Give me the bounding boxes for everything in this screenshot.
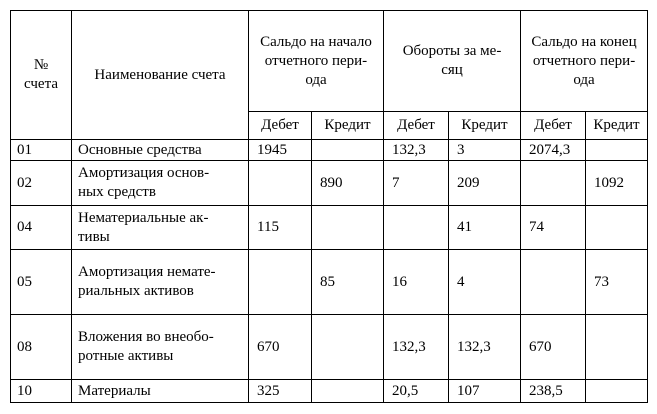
cell-close-debit	[521, 161, 586, 206]
header-open-debit: Дебет	[249, 112, 312, 140]
cell-open-debit	[249, 161, 312, 206]
header-account-no: № счета	[11, 11, 72, 140]
cell-close-debit: 238,5	[521, 380, 586, 403]
cell-account-no: 01	[11, 140, 72, 161]
header-account-name: Наименование счета	[72, 11, 249, 140]
cell-account-name: Амортизация основ- ных средств	[72, 161, 249, 206]
cell-open-debit: 1945	[249, 140, 312, 161]
cell-turn-credit: 209	[449, 161, 521, 206]
cell-close-credit	[586, 206, 648, 250]
cell-account-no: 10	[11, 380, 72, 403]
cell-close-debit: 2074,3	[521, 140, 586, 161]
cell-turn-credit: 4	[449, 250, 521, 315]
table-row	[11, 140, 648, 161]
cell-turn-credit: 107	[449, 380, 521, 403]
balance-table	[10, 10, 648, 403]
table-row	[11, 161, 648, 206]
cell-turn-debit: 132,3	[384, 140, 449, 161]
cell-open-debit	[249, 250, 312, 315]
header-close-credit: Кредит	[586, 112, 648, 140]
cell-turn-credit: 41	[449, 206, 521, 250]
cell-close-debit: 74	[521, 206, 586, 250]
cell-close-credit	[586, 315, 648, 380]
cell-account-name: Амортизация немате- риальных активов	[72, 250, 249, 315]
header-turn-debit: Дебет	[384, 112, 449, 140]
header-turnover: Обороты за ме- сяц	[384, 11, 521, 112]
cell-close-debit	[521, 250, 586, 315]
header-close-debit: Дебет	[521, 112, 586, 140]
table-row	[11, 250, 648, 315]
header-turn-credit: Кредит	[449, 112, 521, 140]
cell-turn-credit: 3	[449, 140, 521, 161]
cell-open-credit	[312, 206, 384, 250]
cell-account-name: Материалы	[72, 380, 249, 403]
cell-close-credit	[586, 140, 648, 161]
cell-open-credit: 85	[312, 250, 384, 315]
cell-account-no: 05	[11, 250, 72, 315]
cell-open-debit: 115	[249, 206, 312, 250]
cell-account-no: 08	[11, 315, 72, 380]
cell-open-debit: 670	[249, 315, 312, 380]
cell-account-no: 04	[11, 206, 72, 250]
header-opening-balance: Сальдо на начало отчетного пери- ода	[249, 11, 384, 112]
cell-close-credit: 1092	[586, 161, 648, 206]
table-row	[11, 206, 648, 250]
cell-close-credit	[586, 380, 648, 403]
cell-account-name: Нематериальные ак- тивы	[72, 206, 249, 250]
cell-close-credit: 73	[586, 250, 648, 315]
table-row	[11, 380, 648, 403]
cell-turn-credit: 132,3	[449, 315, 521, 380]
cell-turn-debit: 7	[384, 161, 449, 206]
cell-turn-debit: 16	[384, 250, 449, 315]
cell-account-no: 02	[11, 161, 72, 206]
cell-turn-debit: 132,3	[384, 315, 449, 380]
cell-turn-debit: 20,5	[384, 380, 449, 403]
cell-account-name: Основные средства	[72, 140, 249, 161]
header-closing-balance: Сальдо на конец отчетного пери- ода	[521, 11, 648, 112]
cell-open-credit: 890	[312, 161, 384, 206]
cell-close-debit: 670	[521, 315, 586, 380]
cell-open-credit	[312, 380, 384, 403]
cell-account-name: Вложения во внеобо- ротные активы	[72, 315, 249, 380]
cell-turn-debit	[384, 206, 449, 250]
header-row-1	[11, 11, 648, 112]
table-row	[11, 315, 648, 380]
cell-open-debit: 325	[249, 380, 312, 403]
header-open-credit: Кредит	[312, 112, 384, 140]
cell-open-credit	[312, 140, 384, 161]
cell-open-credit	[312, 315, 384, 380]
